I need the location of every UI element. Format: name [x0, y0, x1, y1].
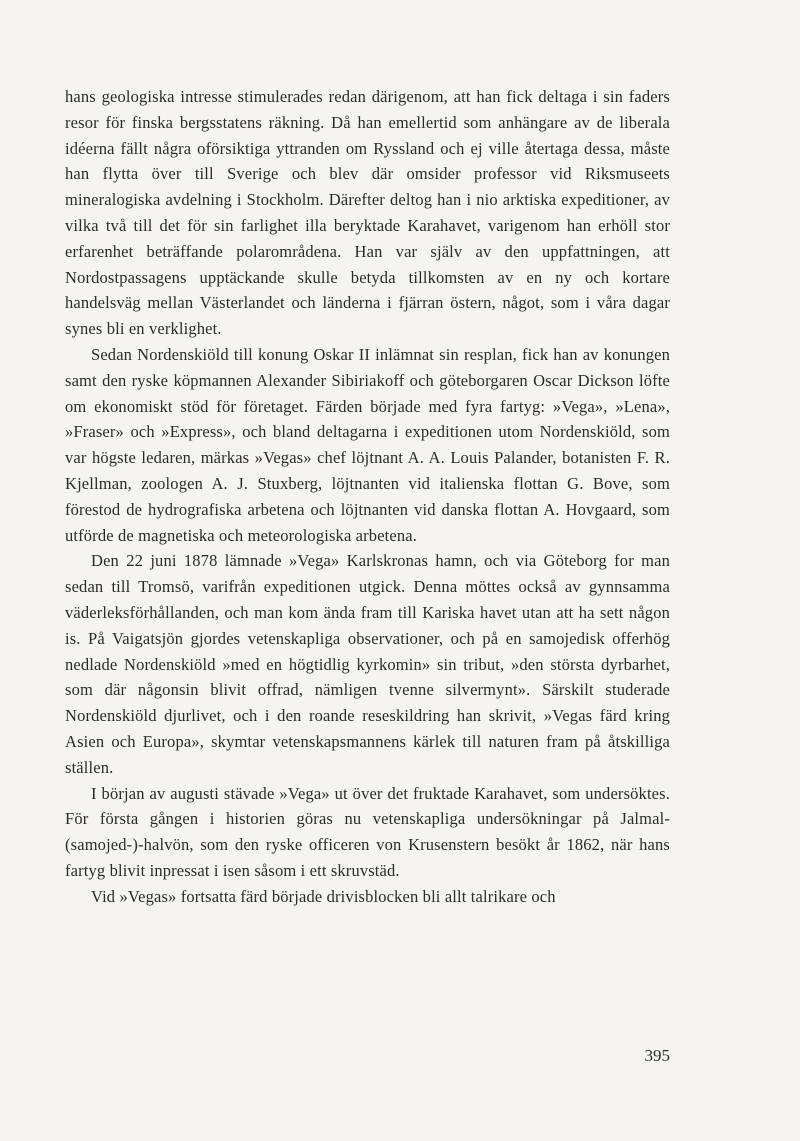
paragraph-3: Den 22 juni 1878 lämnade »Vega» Karlskronas hamn, och via Göteborg for man sedan till Tromsö, varifrån expeditionen utgick. Denna möttes också av gynnsamma väderleksförhållanden, och man kom ända fram till Kariska havet utan att ha sett någon is. På Vaigatsjön gjordes vetenskapliga observationer, och på en samojedisk offerhög nedlade Nordenskiöld »med en högtidlig kyrkomin» sin tribut, »den största dyrbarhet, som där någonsin blivit offrad, nämligen tvenne silvermynt». Särskilt studerade Nordenskiöld djurlivet, och i den roande reseskildring han skrivit, »Vegas färd kring Asien och Europa», skymtar vetenskapsmannens kärlek till naturen fram på åtskilliga ställen.	[65, 551, 670, 777]
paragraph-4: I början av augusti stävade »Vega» ut över det fruktade Karahavet, som undersöktes. För första gången i historien göras nu vetenskapliga undersökningar på Jalmal-(samojed-)-halvön, som den ryske officeren von Krusenstern besökt år 1862, när hans fartyg blivit inpressat i isen såsom i ett skruvstäd.	[65, 783, 670, 880]
paragraph-5: Vid »Vegas» fortsatta färd började drivisblocken bli allt talrikare och	[91, 886, 556, 906]
paragraph-1: hans geologiska intresse stimulerades redan därigenom, att han fick deltaga i sin faders resor för finska bergsstatens räkning. Då han emellertid som anhängare av de liberala idéerna fällt några oförsiktiga yttranden om Ryssland och ej ville återtaga dessa, måste han flytta över till Sverige och blev där omsider professor vid Riksmuseets mineralogiska avdelning i Stockholm. Därefter deltog han i nio arktiska expeditioner, av vilka två till det för sin farlighet illa beryktade Karahavet, varigenom han erhöll stor erfarenhet beträffande polarområdena. Han var själv av den uppfattningen, att Nordostpassagens upptäckande skulle betyda tillkomsten av en ny och kortare handelsväg mellan Västerlandet och länderna i fjärran östern, något, som i våra dagar synes bli en verklighet.	[65, 87, 670, 339]
page-number: 395	[644, 1046, 670, 1065]
page-text	[65, 84, 670, 910]
paragraph-2: Sedan Nordenskiöld till konung Oskar II inlämnat sin resplan, fick han av konungen samt den ryske köpmannen Alexander Sibiriakoff och göteborgaren Oscar Dickson löfte om ekonomiskt stöd för företaget. Färden började med fyra fartyg: »Vega», »Lena», »Fraser» och »Express», och bland deltagarna i expeditionen utom Nordenskiöld, som var högste ledaren, märkas »Vegas» chef löjtnant A. A. Louis Palander, botanisten F. R. Kjellman, zoologen A. J. Stuxberg, löjtnanten vid italienska flottan G. Bove, som förestod de hydrografiska arbetena och löjtnanten vid danska flottan A. Hovgaard, som utförde de magnetiska och meteorologiska arbetena.	[65, 344, 670, 545]
